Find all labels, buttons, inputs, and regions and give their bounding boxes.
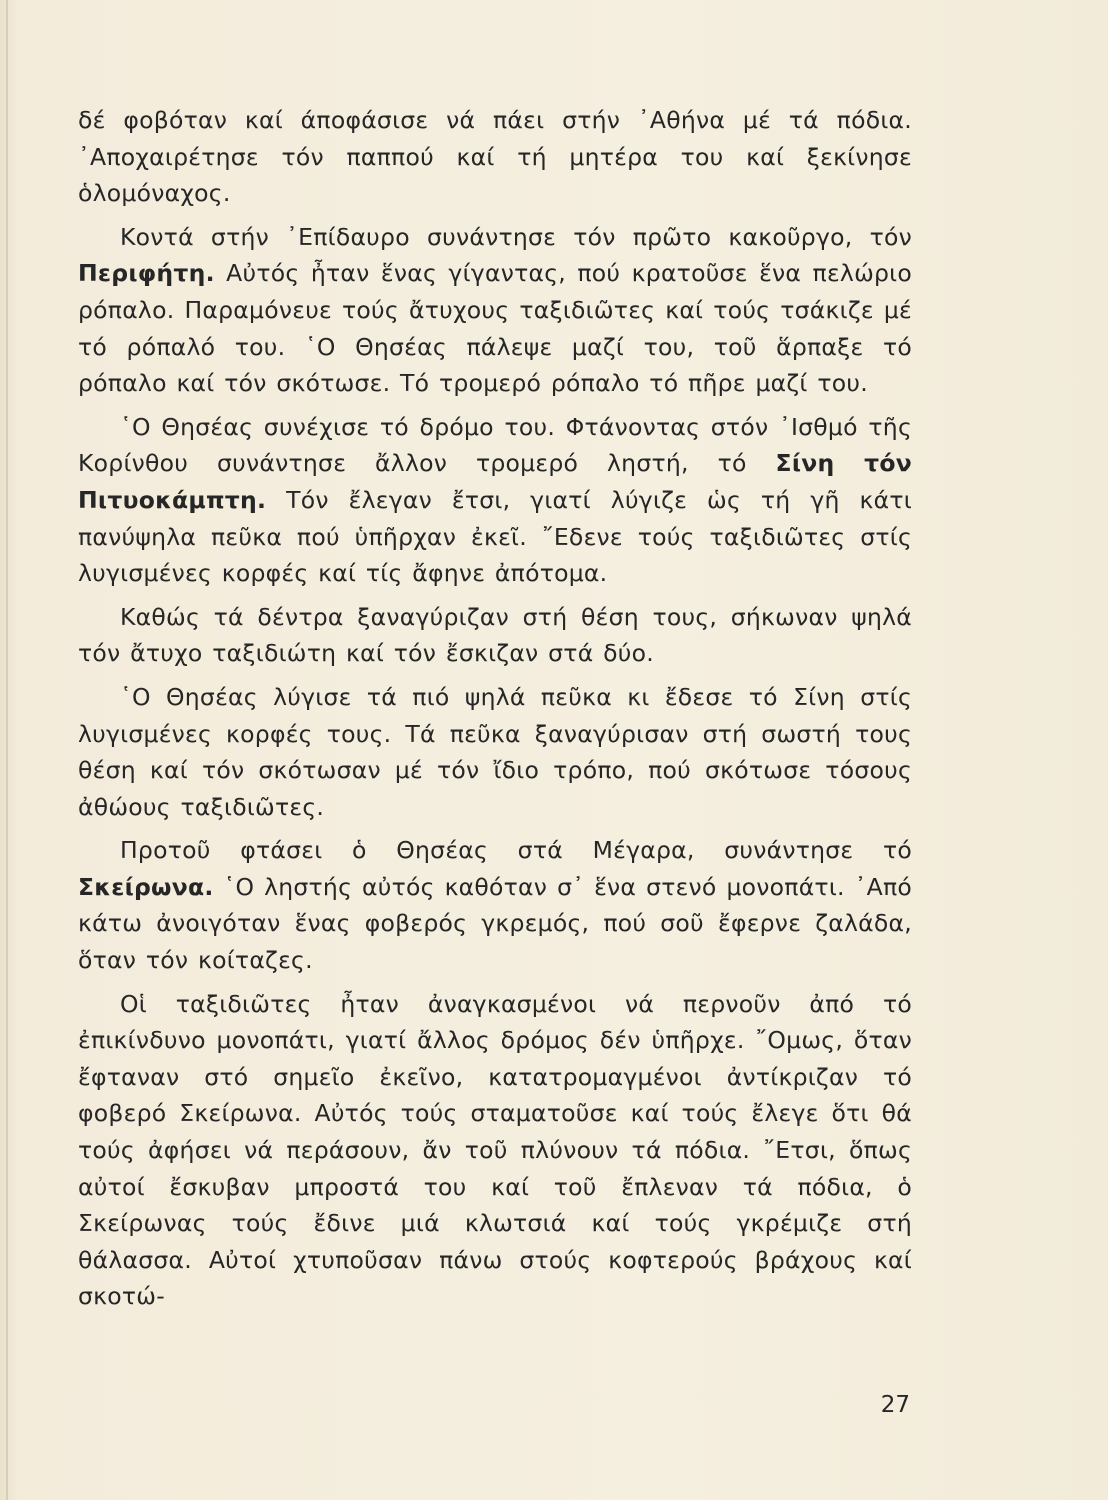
paragraph — [78, 409, 912, 592]
paragraph-text: Αὐτός ἦταν ἕνας γίγαντας, πού κρατοῦσε ἕνα πελώριο ρόπαλο. Παραμόνευε τούς ἄτυχους ταξιδιῶτες καί τούς τσάκιζε μέ τό ρόπαλό του. ῾Ο Θησέας πάλεψε μαζί του, τοῦ ἅρπαξε τό ρόπαλο καί τόν σκότωσε. Τό τρομερό ρόπαλο τό πῆρε μαζί του. — [78, 259, 912, 398]
emphasized-name: Περιφήτη. — [78, 259, 215, 288]
paragraph — [78, 986, 912, 1315]
paragraph-text: ῾Ο Θησέας συνέχισε τό δρόμο του. Φτάνοντας στόν ᾽Ισθμό τῆς Κορίνθου συνάντησε ἄλλον τρομερό ληστή, τό — [78, 412, 912, 478]
page-number: 27 — [880, 1392, 910, 1418]
emphasized-name: Σίνη τόν Πιτυοκάμπτη. — [78, 449, 912, 514]
paragraph-text: Προτοῦ φτάσει ὁ Θησέας στά Μέγαρα, συνάντησε τό — [120, 836, 912, 865]
emphasized-name: Σκείρωνα. — [78, 872, 214, 901]
paragraph-text: ῾Ο Θησέας λύγισε τά πιό ψηλά πεῦκα κι ἔδεσε τό Σίνη στίς λυγισμένες κορφές τους. Τά πεῦκα ξαναγύρισαν στή σωστή τους θέση καί τόν σκότωσαν μέ τόν ἴδιο τρόπο, πού σκότωσε τόσους ἀθώους ταξιδιῶτες. — [78, 682, 912, 821]
paragraph — [78, 599, 912, 672]
paragraph — [78, 832, 912, 978]
paragraph-text: ῾Ο ληστής αὐτός καθόταν σ᾽ ἕνα στενό μονοπάτι. ᾽Από κάτω ἀνοιγόταν ἕνας φοβερός γκρεμός, πού σοῦ ἔφερνε ζαλάδα, ὅταν τόν κοίταζες. — [78, 872, 912, 975]
paragraph-text: Οἱ ταξιδιῶτες ἦταν ἀναγκασμένοι νά περνοῦν ἀπό τό ἐπικίνδυνο μονοπάτι, γιατί ἄλλος δρόμος δέν ὑπῆρχε. ῎Ομως, ὅταν ἔφταναν στό σημεῖο ἐκεῖνο, κατατρομαγμένοι ἀντίκριζαν τό φοβερό Σκείρωνα. Αὐτός τούς σταματοῦσε καί τούς ἔλεγε ὅτι θά τούς ἀφήσει νά περάσουν, ἄν τοῦ πλύνουν τά πόδια. ῎Ετσι, ὅπως αὐτοί ἔσκυβαν μπροστά του καί τοῦ ἔπλεναν τά πόδια, ὁ Σκείρωνας τούς ἔδινε μιά κλωτσιά καί τούς γκρέμιζε στή θάλασσα. Αὐτοί χτυποῦσαν πάνω στούς κοφτερούς βράχους καί σκοτώ- — [78, 989, 912, 1311]
paragraph-text: δέ φοβόταν καί άποφάσισε νά πάει στήν ᾽Αθήνα μέ τά πόδια. ᾽Αποχαιρέτησε τόν παππού καί τή μητέρα του καί ξεκίνησε ὁλομόναχος. — [78, 106, 912, 208]
paragraph-text: Κοντά στήν ᾽Επίδαυρο συνάντησε τόν πρῶτο κακοῦργο, τόν — [120, 222, 912, 251]
paragraph — [78, 219, 912, 402]
paragraph-text: Καθώς τά δέντρα ξαναγύριζαν στή θέση τους, σήκωναν ψηλά τόν ἄτυχο ταξιδιώτη καί τόν ἔσκιζαν στά δύο. — [78, 602, 912, 668]
page-binding-edge — [6, 0, 8, 1500]
body-text — [78, 102, 912, 1315]
paragraph-text: Τόν ἔλεγαν ἔτσι, γιατί λύγιζε ὡς τή γῆ κάτι πανύψηλα πεῦκα πού ὑπῆρχαν ἐκεῖ. ῎Εδενε τούς ταξιδιῶτες στίς λυγισμένες κορφές καί τίς ἄφηνε ἀπότομα. — [78, 485, 912, 588]
paragraph — [78, 102, 912, 212]
paragraph — [78, 679, 912, 825]
